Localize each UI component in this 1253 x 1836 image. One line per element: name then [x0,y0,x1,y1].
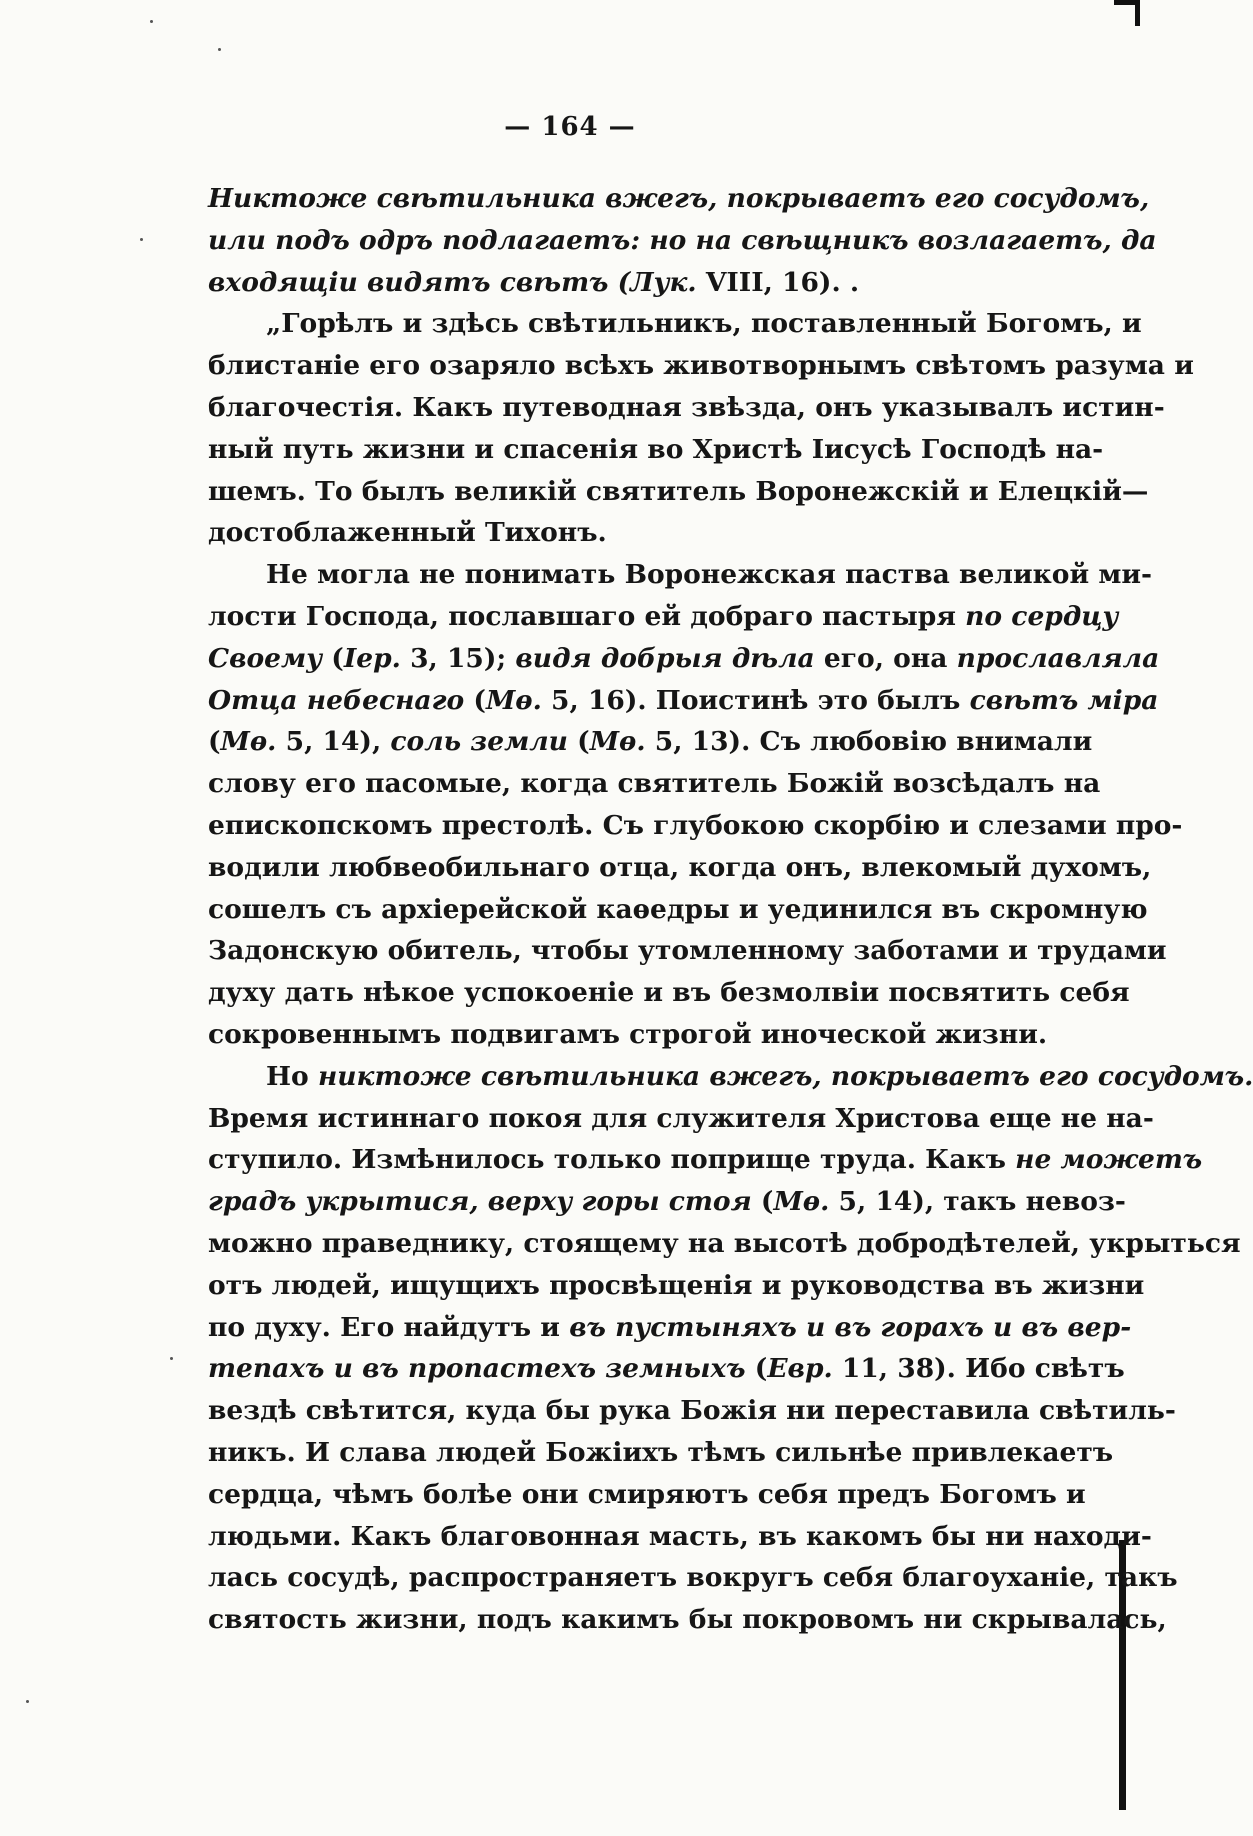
scan-corner-mark [1114,0,1140,26]
text-line [208,1348,1125,1390]
text-segment: духу дать нѣкое успокоеніе и въ безмолвіи посвятить себя [208,977,1130,1009]
text-segment: достоблаженный Тихонъ. [208,517,607,549]
text-segment: ( [751,1186,774,1218]
text-segment: ( [745,1353,768,1385]
scan-speck [140,238,143,241]
italic-text-segment: входящіи видятъ свѣтъ (Лук. [208,266,697,298]
italic-text-segment: никтоже свѣтильника вжегъ, покрываетъ его сосудомъ. [317,1060,1253,1092]
scan-speck [150,20,153,23]
text-segment: водили любвеобильнаго отца, когда онъ, влекомый духомъ, [208,851,1152,883]
scan-speck [218,48,221,51]
text-line [208,471,1149,513]
text-line [208,596,1119,638]
text-line [208,1181,1126,1223]
italic-text-segment: Мѳ. [220,726,277,758]
italic-text-segment: Мѳ. [589,726,646,758]
text-line [208,1265,1145,1307]
text-line [208,1307,1132,1349]
text-segment: вездѣ свѣтится, куда бы рука Божія ни переставила свѣтиль- [208,1395,1176,1427]
italic-text-segment: въ пустыняхъ и въ горахъ и въ вер- [569,1311,1132,1343]
italic-text-segment: прославляла [956,642,1160,674]
text-segment: 5, 14), [276,726,391,758]
text-line [208,262,1076,304]
italic-text-segment: Мѳ. [485,684,542,716]
text-segment: ступило. Измѣнилось только поприще труда. Какъ [208,1144,1016,1176]
text-segment: епископскомъ престолѣ. Съ глубокою скорбію и слезами про- [208,809,1183,841]
text-line [208,1599,1167,1641]
text-line [208,1516,1152,1558]
text-segment: Не могла не понимать Воронежская паства великой ми- [266,559,1153,591]
text-segment: 3, 15); [400,642,516,674]
text-line [208,1474,1086,1516]
text-segment: сошелъ съ архіерейской каѳедры и уединился въ скромную [208,893,1148,925]
text-line [208,680,1159,722]
text-line [208,387,1165,429]
italic-text-segment: тепахъ и въ пропастехъ земныхъ [208,1353,746,1385]
text-segment: Но [266,1060,318,1092]
italic-text-segment: Мѳ. [773,1186,830,1218]
text-segment: сердца, чѣмъ болѣе они смиряютъ себя предъ Богомъ и [208,1478,1086,1510]
italic-text-segment: Отца небеснаго [208,684,465,716]
text-segment: слову его пасомые, когда святитель Божій возсѣдалъ на [208,768,1101,800]
italic-text-segment: видя добрыя дѣла [515,642,815,674]
text-segment: ( [464,684,486,716]
text-segment: шемъ. То былъ великій святитель Воронежскій и Елецкій— [208,475,1149,507]
italic-text-segment: градъ укрытися, верху горы стоя [208,1186,752,1218]
text-segment: 5, 14), такъ невоз- [829,1186,1126,1218]
italic-text-segment: по сердцу [965,600,1119,632]
scan-speck [170,1357,173,1360]
text-line [208,847,1152,889]
text-line [208,1014,1076,1056]
text-segment: отъ людей, ищущихъ просвѣщенія и руководства въ жизни [208,1269,1145,1301]
text-segment: 11, 38). Ибо свѣтъ [832,1353,1125,1385]
text-line [208,220,1157,262]
italic-text-segment: свѣтъ міра [969,684,1159,716]
text-line [208,930,1167,972]
text-segment: Время истиннаго покоя для служителя Христова еще не на- [208,1102,1154,1134]
italic-text-segment: не можетъ [1015,1144,1203,1176]
text-segment: святость жизни, подъ какимъ бы покровомъ ни скрывалась, [208,1604,1167,1636]
text-segment: ( [208,726,221,758]
text-line [208,889,1148,931]
text-line [208,721,1093,763]
text-segment: VIII, 16). . [696,266,860,298]
text-segment: никъ. И слава людей Божіихъ тѣмъ сильнѣе привлекаетъ [208,1436,1114,1468]
text-segment: ( [322,642,344,674]
italic-text-segment: или подъ одръ подлагаетъ: но на свѣщникъ возлагаетъ, да [208,224,1157,256]
text-segment: благочестія. Какъ путеводная звѣзда, онъ указывалъ истин- [208,391,1165,423]
text-line [208,1557,1178,1599]
text-segment: по духу. Его найдутъ и [208,1311,570,1343]
page-number: — 164 — [504,112,636,142]
text-line [208,1223,1241,1265]
text-segment: лась сосудѣ, распространяетъ вокругъ себя благоуханіе, такъ [208,1562,1178,1594]
italic-text-segment: Своему [208,642,323,674]
text-line [208,429,1104,471]
text-segment: ный путь жизни и спасенія во Христѣ Іисусѣ Господѣ на- [208,433,1104,465]
text-segment: 5, 16). Поистинѣ это былъ [541,684,970,716]
italic-text-segment: Евр. [767,1353,833,1385]
text-segment: сокровеннымъ подвигамъ строгой иноческой жизни. [208,1018,1048,1050]
body-text [208,178,1253,1641]
text-segment: можно праведнику, стоящему на высотѣ добродѣтелей, укрыться [208,1227,1241,1259]
text-segment: блистаніе его озаряло всѣхъ животворнымъ свѣтомъ разума и [208,350,1194,382]
text-line [208,554,1153,596]
text-segment: ( [567,726,590,758]
text-segment: „Горѣлъ и здѣсь свѣтильникъ, поставленный Богомъ, и [266,308,1142,340]
scan-speck [26,1700,29,1703]
text-line [208,1390,1176,1432]
text-line [208,638,1160,680]
text-line [208,1139,1203,1181]
text-line [208,763,1101,805]
italic-text-segment: Никтоже свѣтильника вжегъ, покрываетъ его сосудомъ, [208,183,1150,214]
text-line [208,512,1076,554]
text-line [208,972,1130,1014]
text-segment: его, она [814,642,957,674]
text-segment: 5, 13). Съ любовію внимали [645,726,1093,758]
italic-text-segment: Іер. [343,642,401,674]
text-line [208,303,1142,345]
text-line [208,1432,1114,1474]
text-line [208,805,1183,847]
italic-text-segment: соль земли [390,726,568,758]
text-segment: Задонскую обитель, чтобы утомленному заботами и трудами [208,935,1167,967]
text-line [208,345,1194,387]
text-line [208,1098,1154,1140]
text-segment: людьми. Какъ благовонная масть, въ какомъ бы ни находи- [208,1520,1152,1552]
text-segment: лости Господа, пославшаго ей добраго пастыря [208,600,966,632]
text-line [208,178,1150,220]
text-line [208,1056,1253,1098]
